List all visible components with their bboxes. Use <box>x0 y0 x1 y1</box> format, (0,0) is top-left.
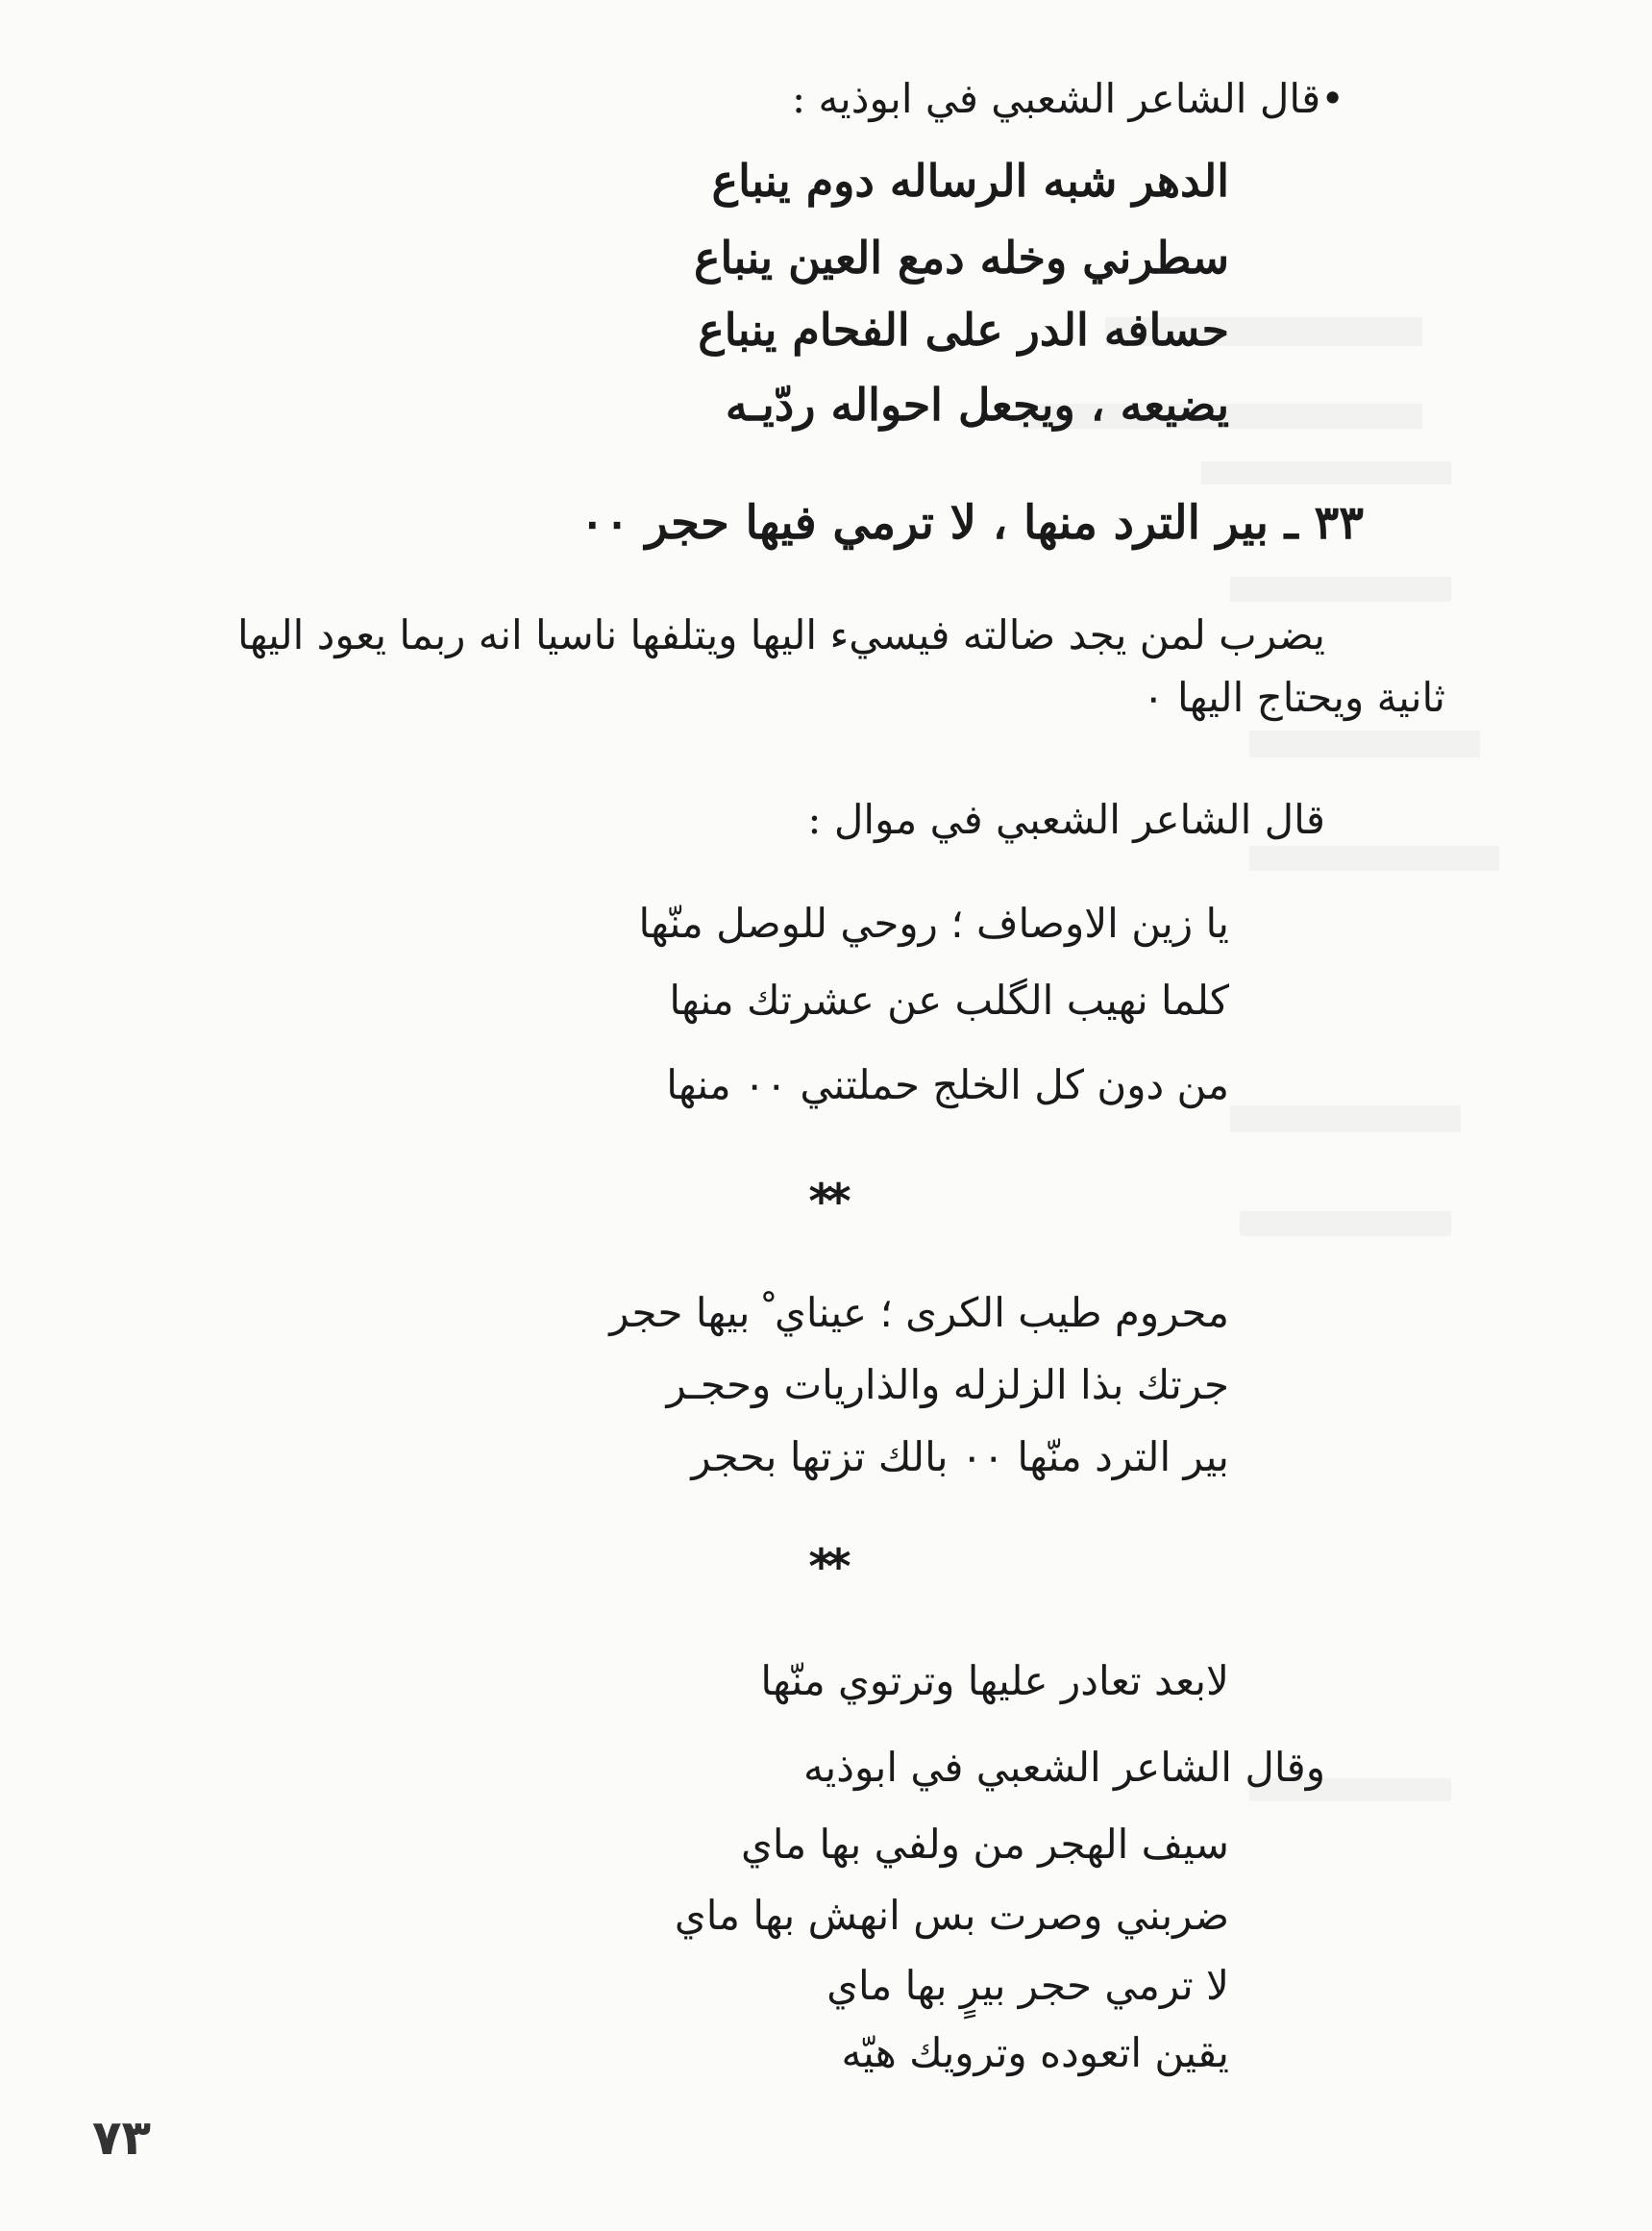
page-number: ٧٣ <box>92 2110 152 2166</box>
bleed-through-mark <box>1249 731 1480 757</box>
proverb-explanation-line-2: ثانية ويحتاج اليها ٠ <box>1143 674 1445 721</box>
bleed-through-mark <box>1249 846 1499 871</box>
section1-verse-3: حسافه الدر على الفحام ينباع <box>698 304 1229 356</box>
section3-verse-4: يقين اتعوده وترويك هيّه <box>841 2029 1229 2076</box>
stanza1-line-2: كلما نهيب الگلب عن عشرتك منها <box>669 977 1229 1024</box>
section3-verse-2: ضربني وصرت بس انهش بها ماي <box>674 1892 1229 1939</box>
stanza2-line-1: محروم طيب الكرى ؛ عيناي ْ بيها حجر <box>609 1289 1229 1336</box>
bleed-through-mark <box>1230 577 1451 602</box>
proverb-explanation-line-1: يضرب لمن يجد ضالته فيسيء اليها ويتلفها ناسيا انه ربما يعود اليها <box>237 611 1325 658</box>
section1-verse-2: سطرني وخله دمع العين ينباع <box>694 232 1229 284</box>
section3-verse-1: سيف الهجر من ولفي بها ماي <box>740 1821 1229 1868</box>
bleed-through-mark <box>1230 1105 1461 1132</box>
stanza1-line-3: من دون كل الخلج حملتني ٠٠ منها <box>666 1061 1229 1108</box>
stanza-separator-2: ** <box>808 1539 844 1595</box>
proverb-heading: ٣٣ ـ بير الترد منها ، لا ترمي فيها حجر ٠٠ <box>579 496 1364 550</box>
stanza2-line-3: بير الترد منّها ٠٠ بالك تزتها بحجر <box>691 1433 1229 1480</box>
stanza2-line-2: جرتك بذا الزلزله والذاريات وحجـر <box>666 1361 1229 1408</box>
stanza1-line-1: يا زين الاوصاف ؛ روحي للوصل منّها <box>638 900 1229 947</box>
section1-verse-4: يضيعه ، ويجعل احواله ردّيـه <box>725 379 1229 431</box>
section2-intro: قال الشاعر الشعبي في موال : <box>807 796 1325 843</box>
closing-line: لابعد تعادر عليها وترتوي منّها <box>760 1657 1229 1704</box>
bleed-through-mark <box>1201 461 1451 484</box>
stanza-separator-1: ** <box>808 1174 844 1229</box>
section1-intro: •قال الشاعر الشعبي في ابوذيه : <box>792 75 1344 122</box>
section3-verse-3: لا ترمي حجر بيرٍ بها ماي <box>826 1962 1229 2009</box>
section3-intro: وقال الشاعر الشعبي في ابوذيه <box>803 1744 1325 1791</box>
section1-verse-1: الدهر شبه الرساله دوم ينباع <box>711 155 1229 207</box>
